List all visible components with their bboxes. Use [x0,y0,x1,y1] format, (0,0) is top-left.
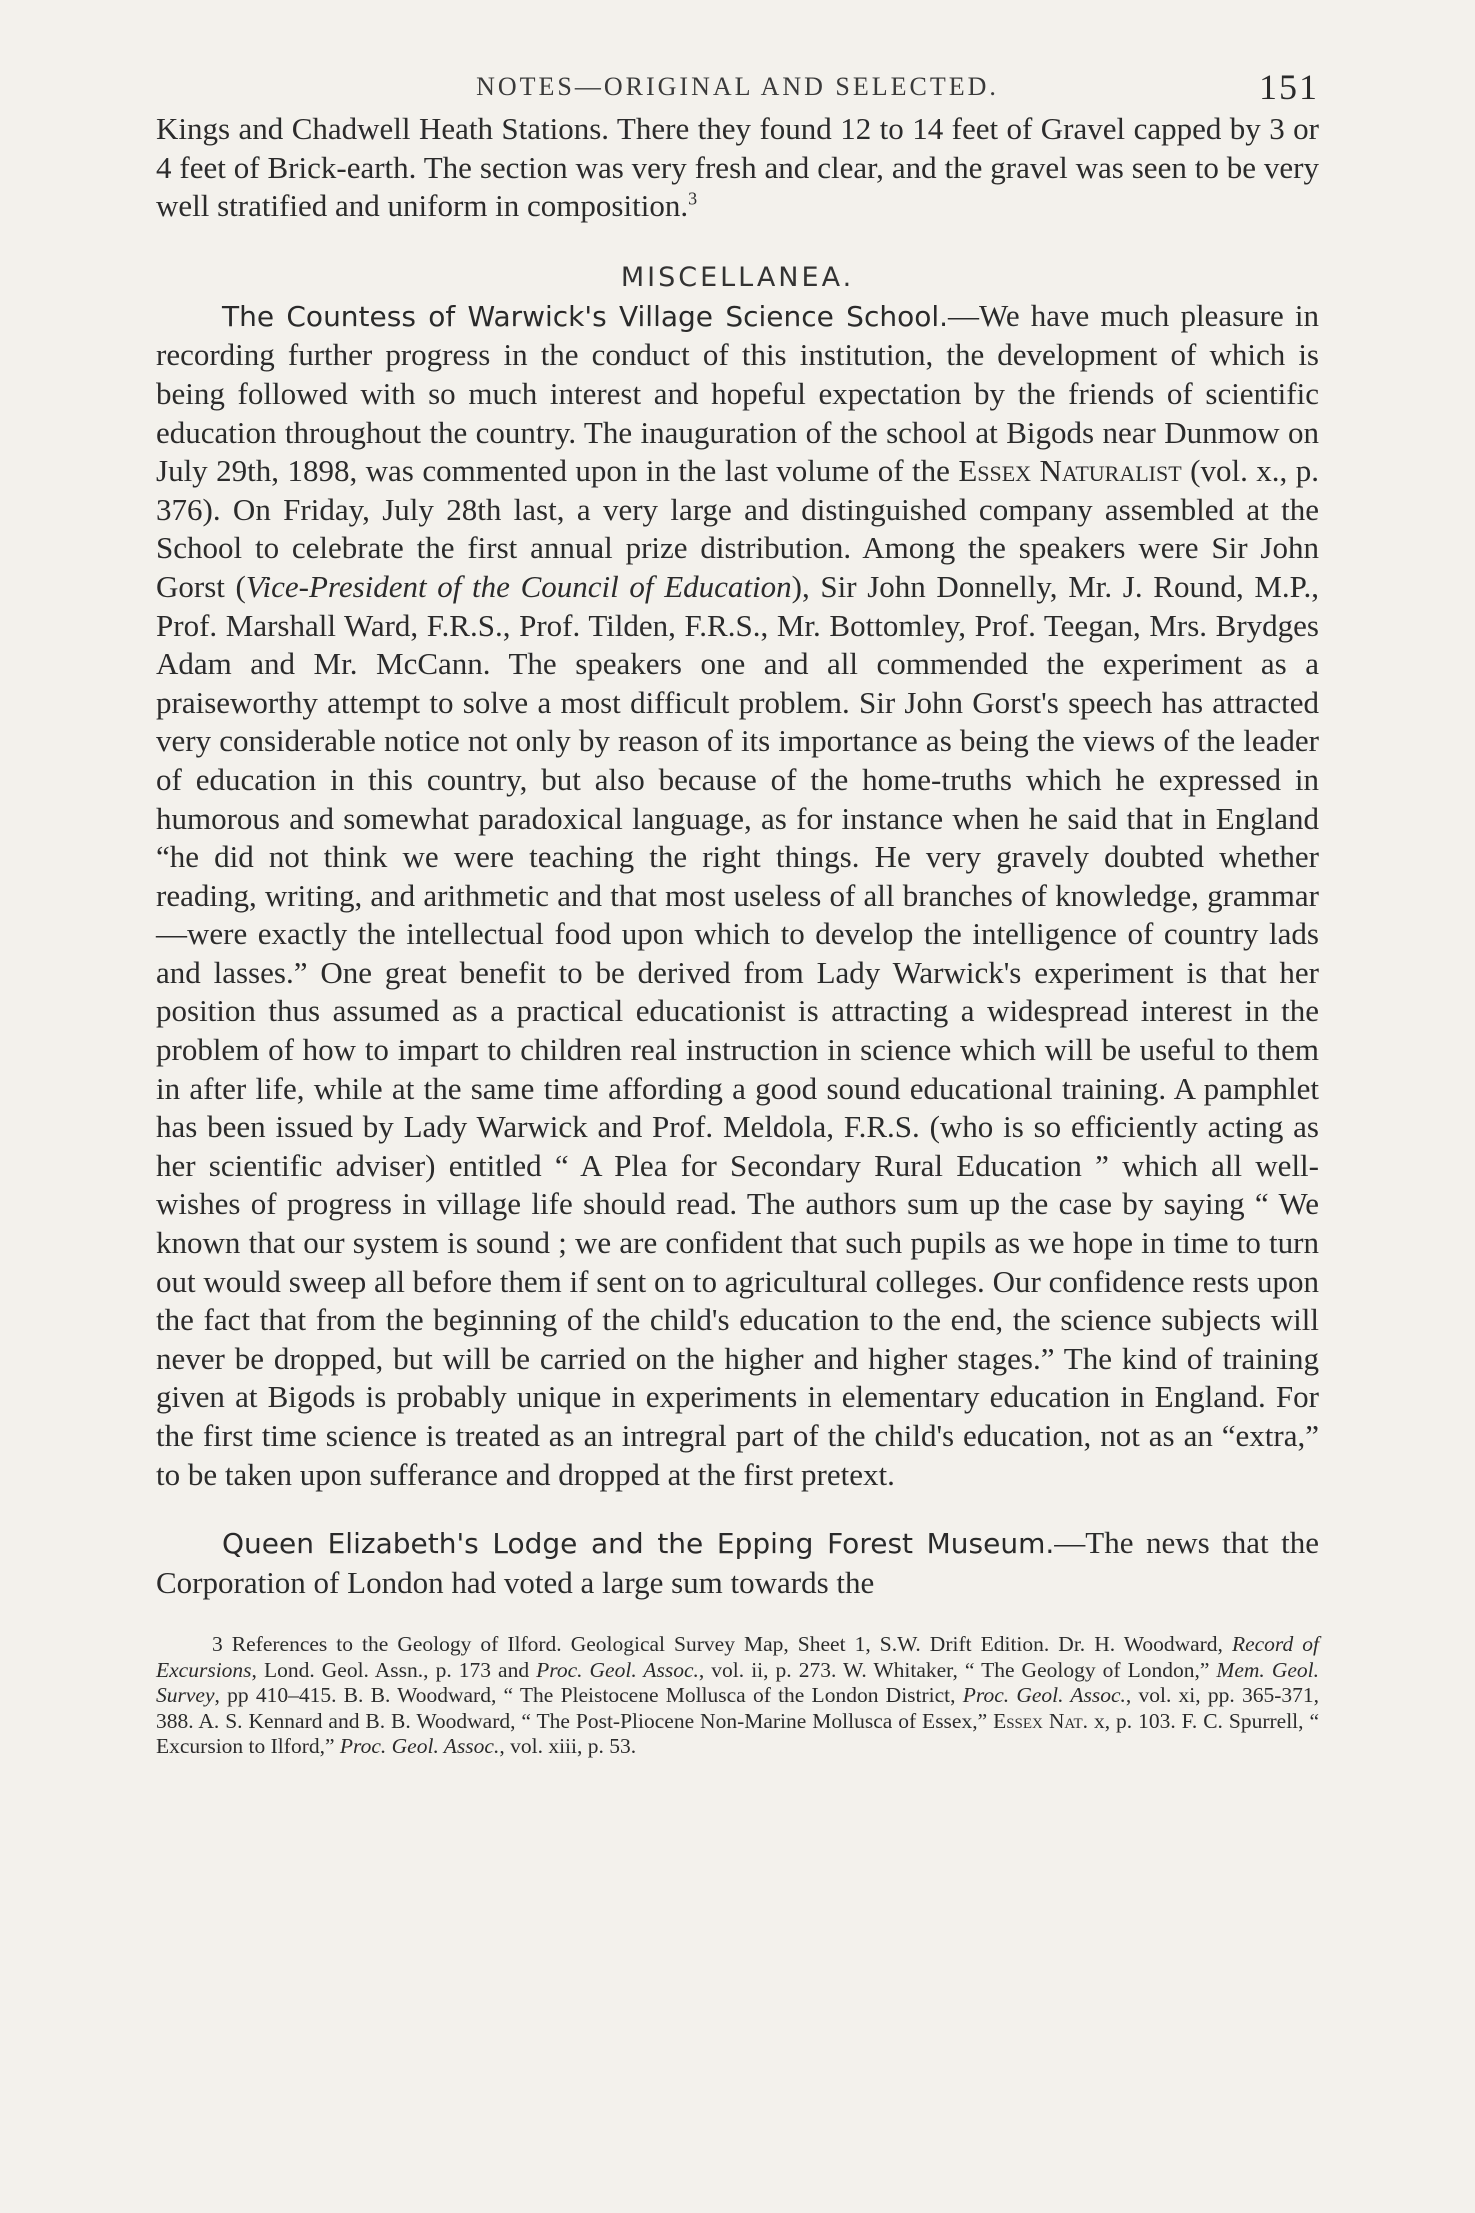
footnote-journal: Essex Nat. [993,1708,1089,1733]
footnote-italic: Proc. Geol. Assoc. [962,1683,1126,1708]
running-title: NOTES—ORIGINAL AND SELECTED. [476,72,999,101]
article-title-warwick: The Countess of Warwick's Village Science School. [222,299,949,333]
article-title-epping: Queen Elizabeth's Lodge and the Epping Forest Museum. [222,1527,1055,1561]
footnote-italic: Proc. Geol. Assoc. [339,1734,500,1759]
footnote-part: , vol. xi, pp. 365-371, 388. A. S. Kennard and B. B. Woodward, “ The Post-Pliocene Non-Marine Mollusca of Essex,” [156,1683,1320,1733]
article-epping-forest [156,1524,1319,1602]
article-text-2: (vol. x., p. 376). On Friday, July 28th last, a very large and distinguished company assembled at the School to celebrate the first annual prize distribution. Among the speakers were Sir John Gorst ( [156,453,1319,604]
footnote-part: , vol. xiii, p. 53. [499,1734,637,1759]
article-italic-title: Vice-President of the Council of Education [245,568,792,604]
footnote-part: , vol. ii, p. 273. W. Whitaker, “ The Geology of London,” [698,1657,1217,1682]
journal-name: Essex Naturalist [958,453,1182,489]
intro-paragraph [156,110,1319,226]
article-text-1: —We have much pleasure in recording further progress in the conduct of this institution, the development of which is being followed with so much interest and hopeful expectation by the friends of scientific education throughout the country. The inauguration of the school at Bigods near Dunmow on July 29th, 1898, was commented upon in the last volume of the [156,297,1319,489]
footnotes [156,1632,1319,1760]
footnote-part: , Lond. Geol. Assn., p. 173 and [251,1657,537,1682]
footnote-part: x, p. 103. F. C. Spurrell, “ Excursion to Ilford,” [156,1708,1319,1759]
section-heading: MISCELLANEA. [620,261,855,293]
page-number: 151 [1259,67,1319,107]
footnote-part: References to the Geology of Ilford. Geological Survey Map, Sheet 1, S.W. Drift Edition. Dr. H. Woodward, [222,1632,1232,1657]
footnote-number: 3 [212,1632,223,1657]
article-text-epping: —The news that the Corporation of London had voted a large sum towards the [156,1525,1319,1600]
footnote-italic: Proc. Geol. Assoc. [536,1657,699,1682]
article-warwick-school [156,297,1319,1494]
footnote-ref: 3 [688,188,698,209]
running-head [156,60,1319,110]
article-text-3: ), Sir John Donnelly, Mr. J. Round, M.P., Prof. Marshall Ward, F.R.S., Prof. Tilden, F.R.S., Mr. Bottomley, Prof. Teegan, Mrs. Brydges Adam and Mr. McCann. The speakers one and all commended the experiment as a praiseworthy attempt to solve a most difficult problem. Sir John Gorst's speech has attracted very considerable notice not only by reason of its importance as being the views of the leader of education in this country, but also because of the home-truths which he expressed in humorous and somewhat paradoxical language, as for instance when he said that in England “he did not think we were teaching the right things. He very gravely doubted whether reading, writing, and arithmetic and that most useless of all branches of knowledge, grammar—were exactly the intellectual food upon which to develop the intelligence of country lads and lasses.” One great benefit to be derived from Lady Warwick's experiment is that her position thus assumed as a practical educationist is attracting a widespread interest in the problem of how to impart to children real instruction in science which will be useful to them in after life, while at the same time affording a good sound educational training. A pamphlet has been issued by Lady Warwick and Prof. Meldola, F.R.S. (who is so efficiently acting as her scientific adviser) entitled “ A Plea for Secondary Rural Education ” which all well-wishes of progress in village life should read. The authors sum up the case by saying “ We known that our system is sound ; we are confident that such pupils as we hope in time to turn out would sweep all before them if sent on to agricultural colleges. Our confidence rests upon the fact that from the beginning of the child's education to the end, the science subjects will never be dropped, but will be carried on the higher and higher stages.” The kind of training given at Bigods is probably unique in experiments in elementary education in England. For the first time science is treated as an intregral part of the child's education, not as an “extra,” to be taken upon sufferance and dropped at the first pretext. [156,568,1319,1492]
footnote-3 [156,1632,1319,1760]
footnote-part: , pp 410–415. B. B. Woodward, “ The Pleistocene Mollusca of the London District, [214,1683,963,1708]
intro-text: Kings and Chadwell Heath Stations. There they found 12 to 14 feet of Gravel capped by 3 or 4 feet of Brick-earth. The section was very fresh and clear, and the gravel was seen to be very well stratified and uniform in composition. [156,111,1319,224]
footnote-italic: Mem. Geol. Survey [156,1657,1319,1708]
footnote-italic: Record of Excursions [156,1632,1320,1682]
